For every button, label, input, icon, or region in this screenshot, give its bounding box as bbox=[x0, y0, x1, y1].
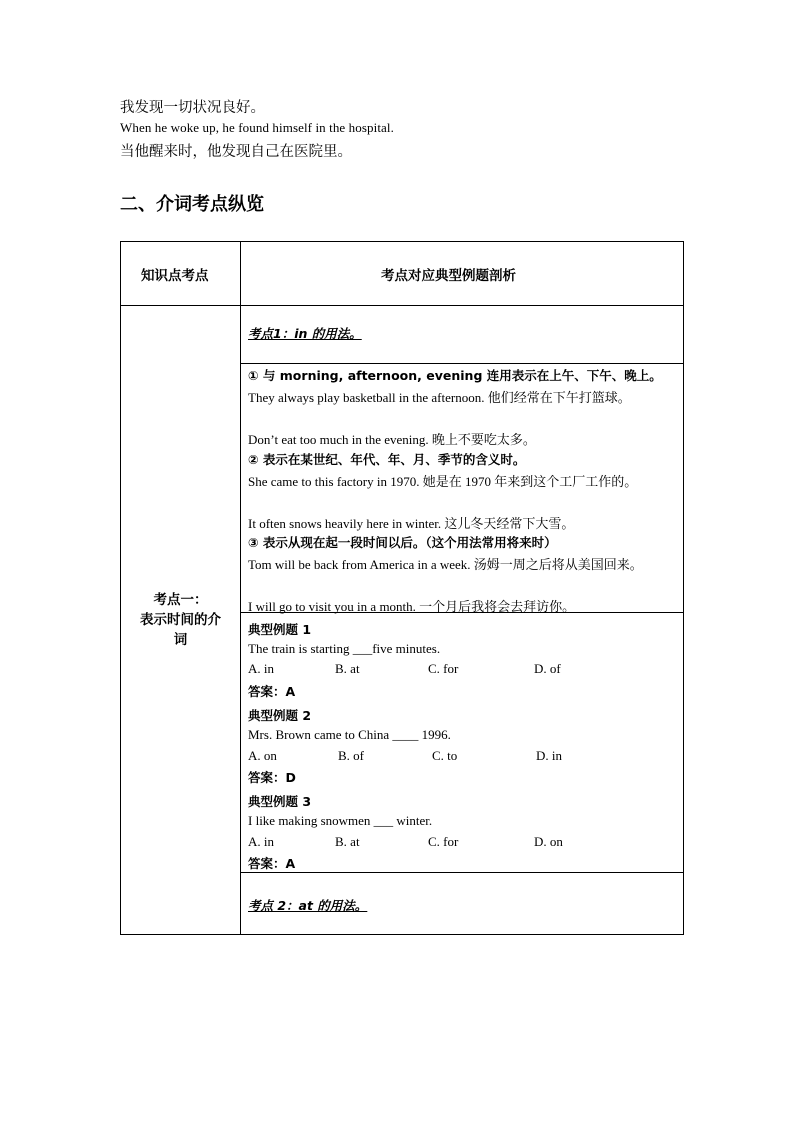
example-2-option-a: A. on bbox=[248, 748, 277, 763]
left-label-line-1: 考点一： bbox=[153, 592, 208, 608]
example-1-question: The train is starting ___five minutes. bbox=[248, 641, 441, 656]
left-label-line-2: 表示时间的介 bbox=[140, 612, 221, 628]
point2-title: 考点 2：at 的用法。 bbox=[248, 898, 368, 913]
intro-line-2: When he woke up, he found himself in the hospital. bbox=[120, 120, 394, 135]
header-left: 知识点考点 bbox=[141, 268, 209, 284]
table-column-divider bbox=[240, 242, 241, 934]
intro-line-1: 我发现一切状况良好。 bbox=[120, 100, 265, 116]
example-1-answer: 答案：A bbox=[248, 684, 296, 699]
left-label bbox=[121, 590, 240, 650]
example-1-title: 典型例题 1 bbox=[248, 622, 312, 637]
usage-3-heading: ③ 表示从现在起一段时间以后。（这个用法常用将来时） bbox=[248, 535, 557, 550]
example-2-answer: 答案：D bbox=[248, 770, 296, 785]
usage-2-example-2: It often snows heavily here in winter. 这儿冬天经常下大雪。 bbox=[248, 516, 575, 531]
example-2-option-c: C. to bbox=[432, 748, 458, 763]
usage-1-heading: ① 与 morning, afternoon, evening 连用表示在上午、下午、晚上。 bbox=[248, 368, 662, 383]
example-2-question: Mrs. Brown came to China ____ 1996. bbox=[248, 727, 451, 742]
example-3-option-a: A. in bbox=[248, 834, 274, 849]
point1-title: 考点1：in 的用法。 bbox=[248, 326, 362, 341]
example-1-option-c: C. for bbox=[428, 661, 459, 676]
usage-1-example-2: Don’t eat too much in the evening. 晚上不要吃太多。 bbox=[248, 432, 536, 447]
example-3-option-b: B. at bbox=[335, 834, 360, 849]
usage-3-example-2: I will go to visit you in a month. 一个月后我将会去拜访你。 bbox=[248, 599, 576, 614]
example-2-option-d: D. in bbox=[536, 748, 562, 763]
example-1-option-b: B. at bbox=[335, 661, 360, 676]
row-divider-examples bbox=[240, 872, 683, 873]
example-1-option-d: D. of bbox=[534, 661, 561, 676]
row-divider-point1 bbox=[240, 363, 683, 364]
intro-line-3: 当他醒来时，他发现自己在医院里。 bbox=[120, 144, 352, 160]
usage-2-heading: ② 表示在某世纪、年代、年、月、季节的含义时。 bbox=[248, 452, 526, 467]
usage-1-example-1: They always play basketball in the afternoon. 他们经常在下午打篮球。 bbox=[248, 390, 631, 405]
table-header-divider bbox=[121, 305, 683, 306]
section-title: 二、介词考点纵览 bbox=[120, 194, 264, 215]
usage-3-example-1: Tom will be back from America in a week. 汤姆一周之后将从美国回来。 bbox=[248, 557, 643, 572]
example-3-option-d: D. on bbox=[534, 834, 563, 849]
example-3-option-c: C. for bbox=[428, 834, 459, 849]
example-1-option-a: A. in bbox=[248, 661, 274, 676]
example-2-option-b: B. of bbox=[338, 748, 364, 763]
prepositions-table bbox=[120, 241, 684, 935]
example-3-question: I like making snowmen ___ winter. bbox=[248, 813, 433, 828]
left-label-line-3: 词 bbox=[173, 632, 188, 648]
example-2-title: 典型例题 2 bbox=[248, 708, 312, 723]
header-right: 考点对应典型例题剖析 bbox=[381, 268, 516, 284]
usage-2-example-1: She came to this factory in 1970. 她是在 1970 年来到这个工厂工作的。 bbox=[248, 474, 638, 489]
example-3-answer: 答案：A bbox=[248, 856, 296, 871]
example-3-title: 典型例题 3 bbox=[248, 794, 312, 809]
